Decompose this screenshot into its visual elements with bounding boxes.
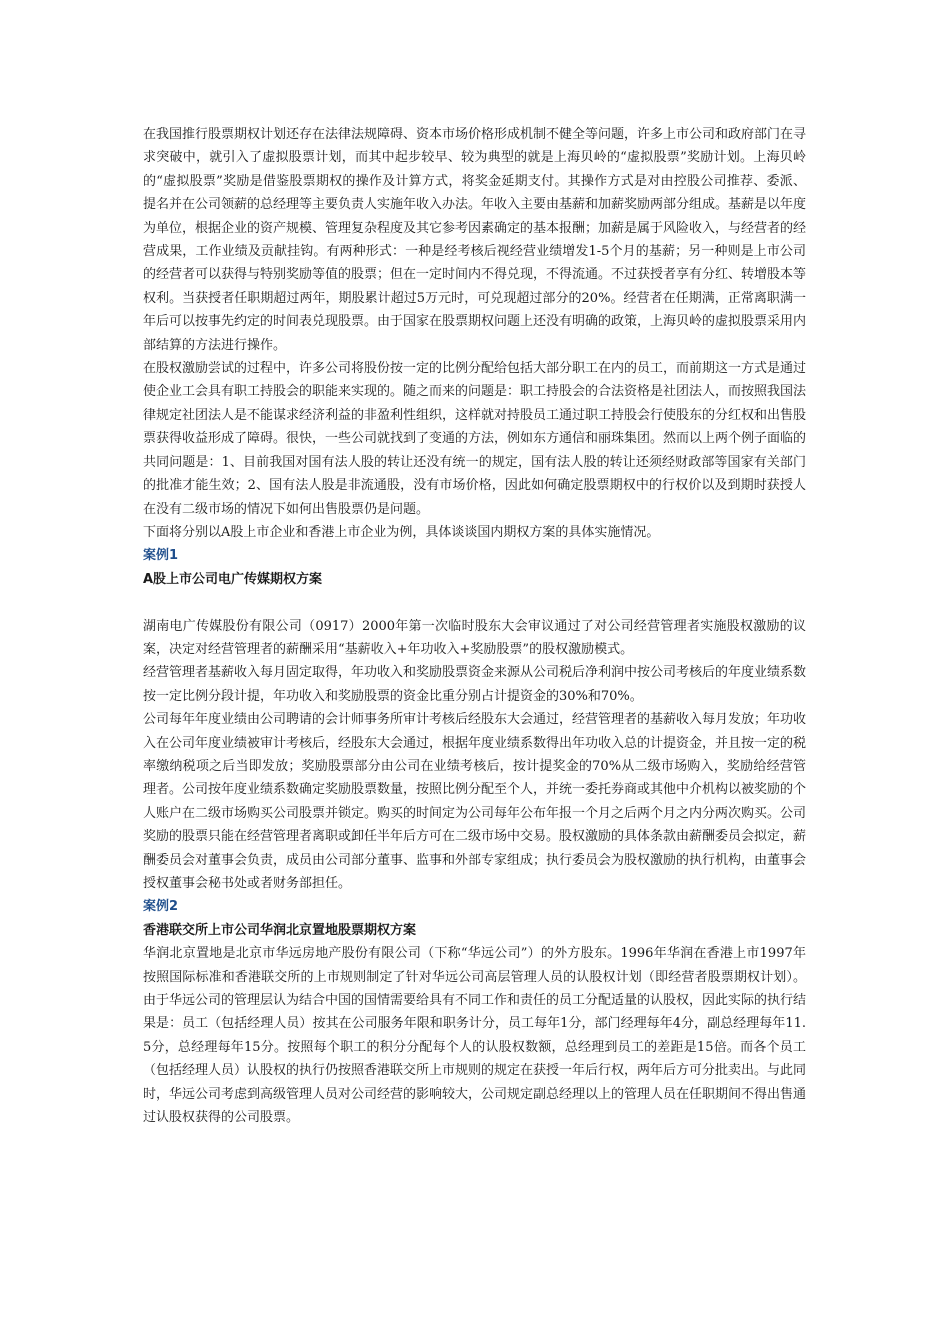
case1-paragraph-procedure: 公司每年年度业绩由公司聘请的会计师事务所审计考核后经股东大会通过，经营管理者的基薪收入每月发放；年功收入在公司年度业绩被审计考核后，经股东大会通过，根据年度业绩系数得出年功收入总的计提资金，并且按一定的税率缴纳税项之后当即发放；奖励股票部分由公司在业绩考核后，按计提奖金的70%从二级市场购入，奖励给经营管理者。公司按年度业绩系数确定奖励股票数量，按照比例分配至个人，并统一委托券商或其他中介机构以被奖励的个人账户在二级市场购买公司股票并锁定。购买的时间定为公司每年公布年报一个月之后两个月之内分两次购买。公司奖励的股票只能在经营管理者离职或卸任半年后方可在二级市场中交易。股权激励的具体条款由薪酬委员会拟定，薪酬委员会对董事会负责，成员由公司部分董事、监事和外部专家组成；执行委员会为股权激励的执行机构，由董事会授权董事会秘书处或者财务部担任。 [143, 712, 807, 891]
case1-label: 案例1 [143, 548, 179, 564]
case2-title: 香港联交所上市公司华润北京置地股票期权方案 [143, 922, 417, 938]
case1-title: A股上市公司电广传媒期权方案 [143, 571, 323, 587]
intro-paragraph-transition: 下面将分别以A股上市企业和香港上市企业为例，具体谈谈国内期权方案的具体实施情况。 [143, 524, 660, 540]
case2-label: 案例2 [143, 899, 179, 915]
case1-paragraph-overview: 湖南电广传媒股份有限公司（0917）2000年第一次临时股东大会审议通过了对公司经营管理者实施股权激励的议案，决定对经营管理者的薪酬采用“基薪收入+年功收入+奖励股票”的股权激励模式。 [143, 618, 806, 657]
case2-paragraph: 华润北京置地是北京市华远房地产股份有限公司（下称“华远公司”）的外方股东。1996年华润在香港上市1997年按照国际标准和香港联交所的上市规则制定了针对华远公司高层管理人员的认股权计划（即经营者股票期权计划）。由于华远公司的管理层认为结合中国的国情需要给具有不同工作和责任的员工分配适量的认股权，因此实际的执行结果是：员工（包括经理人员）按其在公司服务年限和职务计分，员工每年1分，部门经理每年4分，副总经理每年11.5分，总经理每年15分。按照每个职工的积分分配每个人的认股权数额，总经理到员工的差距是15倍。而各个员工（包括经理人员）认股权的执行仍按照香港联交所上市规则的规定在获授一年后行权，两年后方可分批卖出。与此同时，华远公司考虑到高级管理人员对公司经营的影响较大，公司规定副总经理以上的管理人员在任职期间不得出售通过认股权获得的公司股票。 [143, 946, 807, 1126]
document-body [143, 123, 806, 1129]
intro-paragraph-virtual-stock: 在我国推行股票期权计划还存在法律法规障碍、资本市场价格形成机制不健全等问题，许多上市公司和政府部门在寻求突破中，就引入了虚拟股票计划，而其中起步较早、较为典型的就是上海贝岭的“虚拟股票”奖励计划。上海贝岭的“虚拟股票”奖励是借鉴股票期权的操作及计算方式，将奖金延期支付。其操作方式是对由控股公司推荐、委派、提名并在公司领薪的总经理等主要负责人实施年收入办法。年收入主要由基薪和加薪奖励两部分组成。基薪是以年度为单位，根据企业的资产规模、管理复杂程度及其它参考因素确定的基本报酬；加薪是属于风险收入，与经营者的经营成果，工作业绩及贡献挂钩。有两种形式：一种是经考核后视经营业绩增发1-5个月的基薪；另一种则是上市公司的经营者可以获得与特别奖励等值的股票；但在一定时间内不得兑现，不得流通。不过获授者享有分红、转增股本等权利。当获授者任职期超过两年，期股累计超过5万元时，可兑现超过部分的20%。经营者在任期满，正常离职满一年后可以按事先约定的时间表兑现股票。由于国家在股票期权问题上还没有明确的政策，上海贝岭的虚拟股票采用内部结算的方法进行操作。 [143, 127, 807, 353]
blank-line [143, 591, 806, 614]
intro-paragraph-employee-shares: 在股权激励尝试的过程中，许多公司将股份按一定的比例分配给包括大部分职工在内的员工，而前期这一方式是通过使企业工会具有职工持股会的职能来实现的。随之而来的问题是：职工持股会的合法资格是社团法人，而按照我国法律规定社团法人是不能谋求经济利益的非盈利性组织，这样就对持股员工通过职工持股会行使股东的分红权和出售股票获得收益形成了障碍。很快，一些公司就找到了变通的方法，例如东方通信和丽珠集团。然而以上两个例子面临的共同问题是：1、目前我国对国有法人股的转让还没有统一的规定，国有法人股的转让还须经财政部等国家有关部门的批准才能生效；2、国有法人股是非流通股，没有市场价格，因此如何确定股票期权中的行权价以及到期时获授人在没有二级市场的情况下如何出售股票仍是问题。 [143, 361, 807, 517]
case1-paragraph-funding: 经营管理者基薪收入每月固定取得，年功收入和奖励股票资金来源从公司税后净利润中按公司考核后的年度业绩系数按一定比例分段计提，年功收入和奖励股票的资金比重分别占计提资金的30%和70%。 [143, 665, 807, 704]
